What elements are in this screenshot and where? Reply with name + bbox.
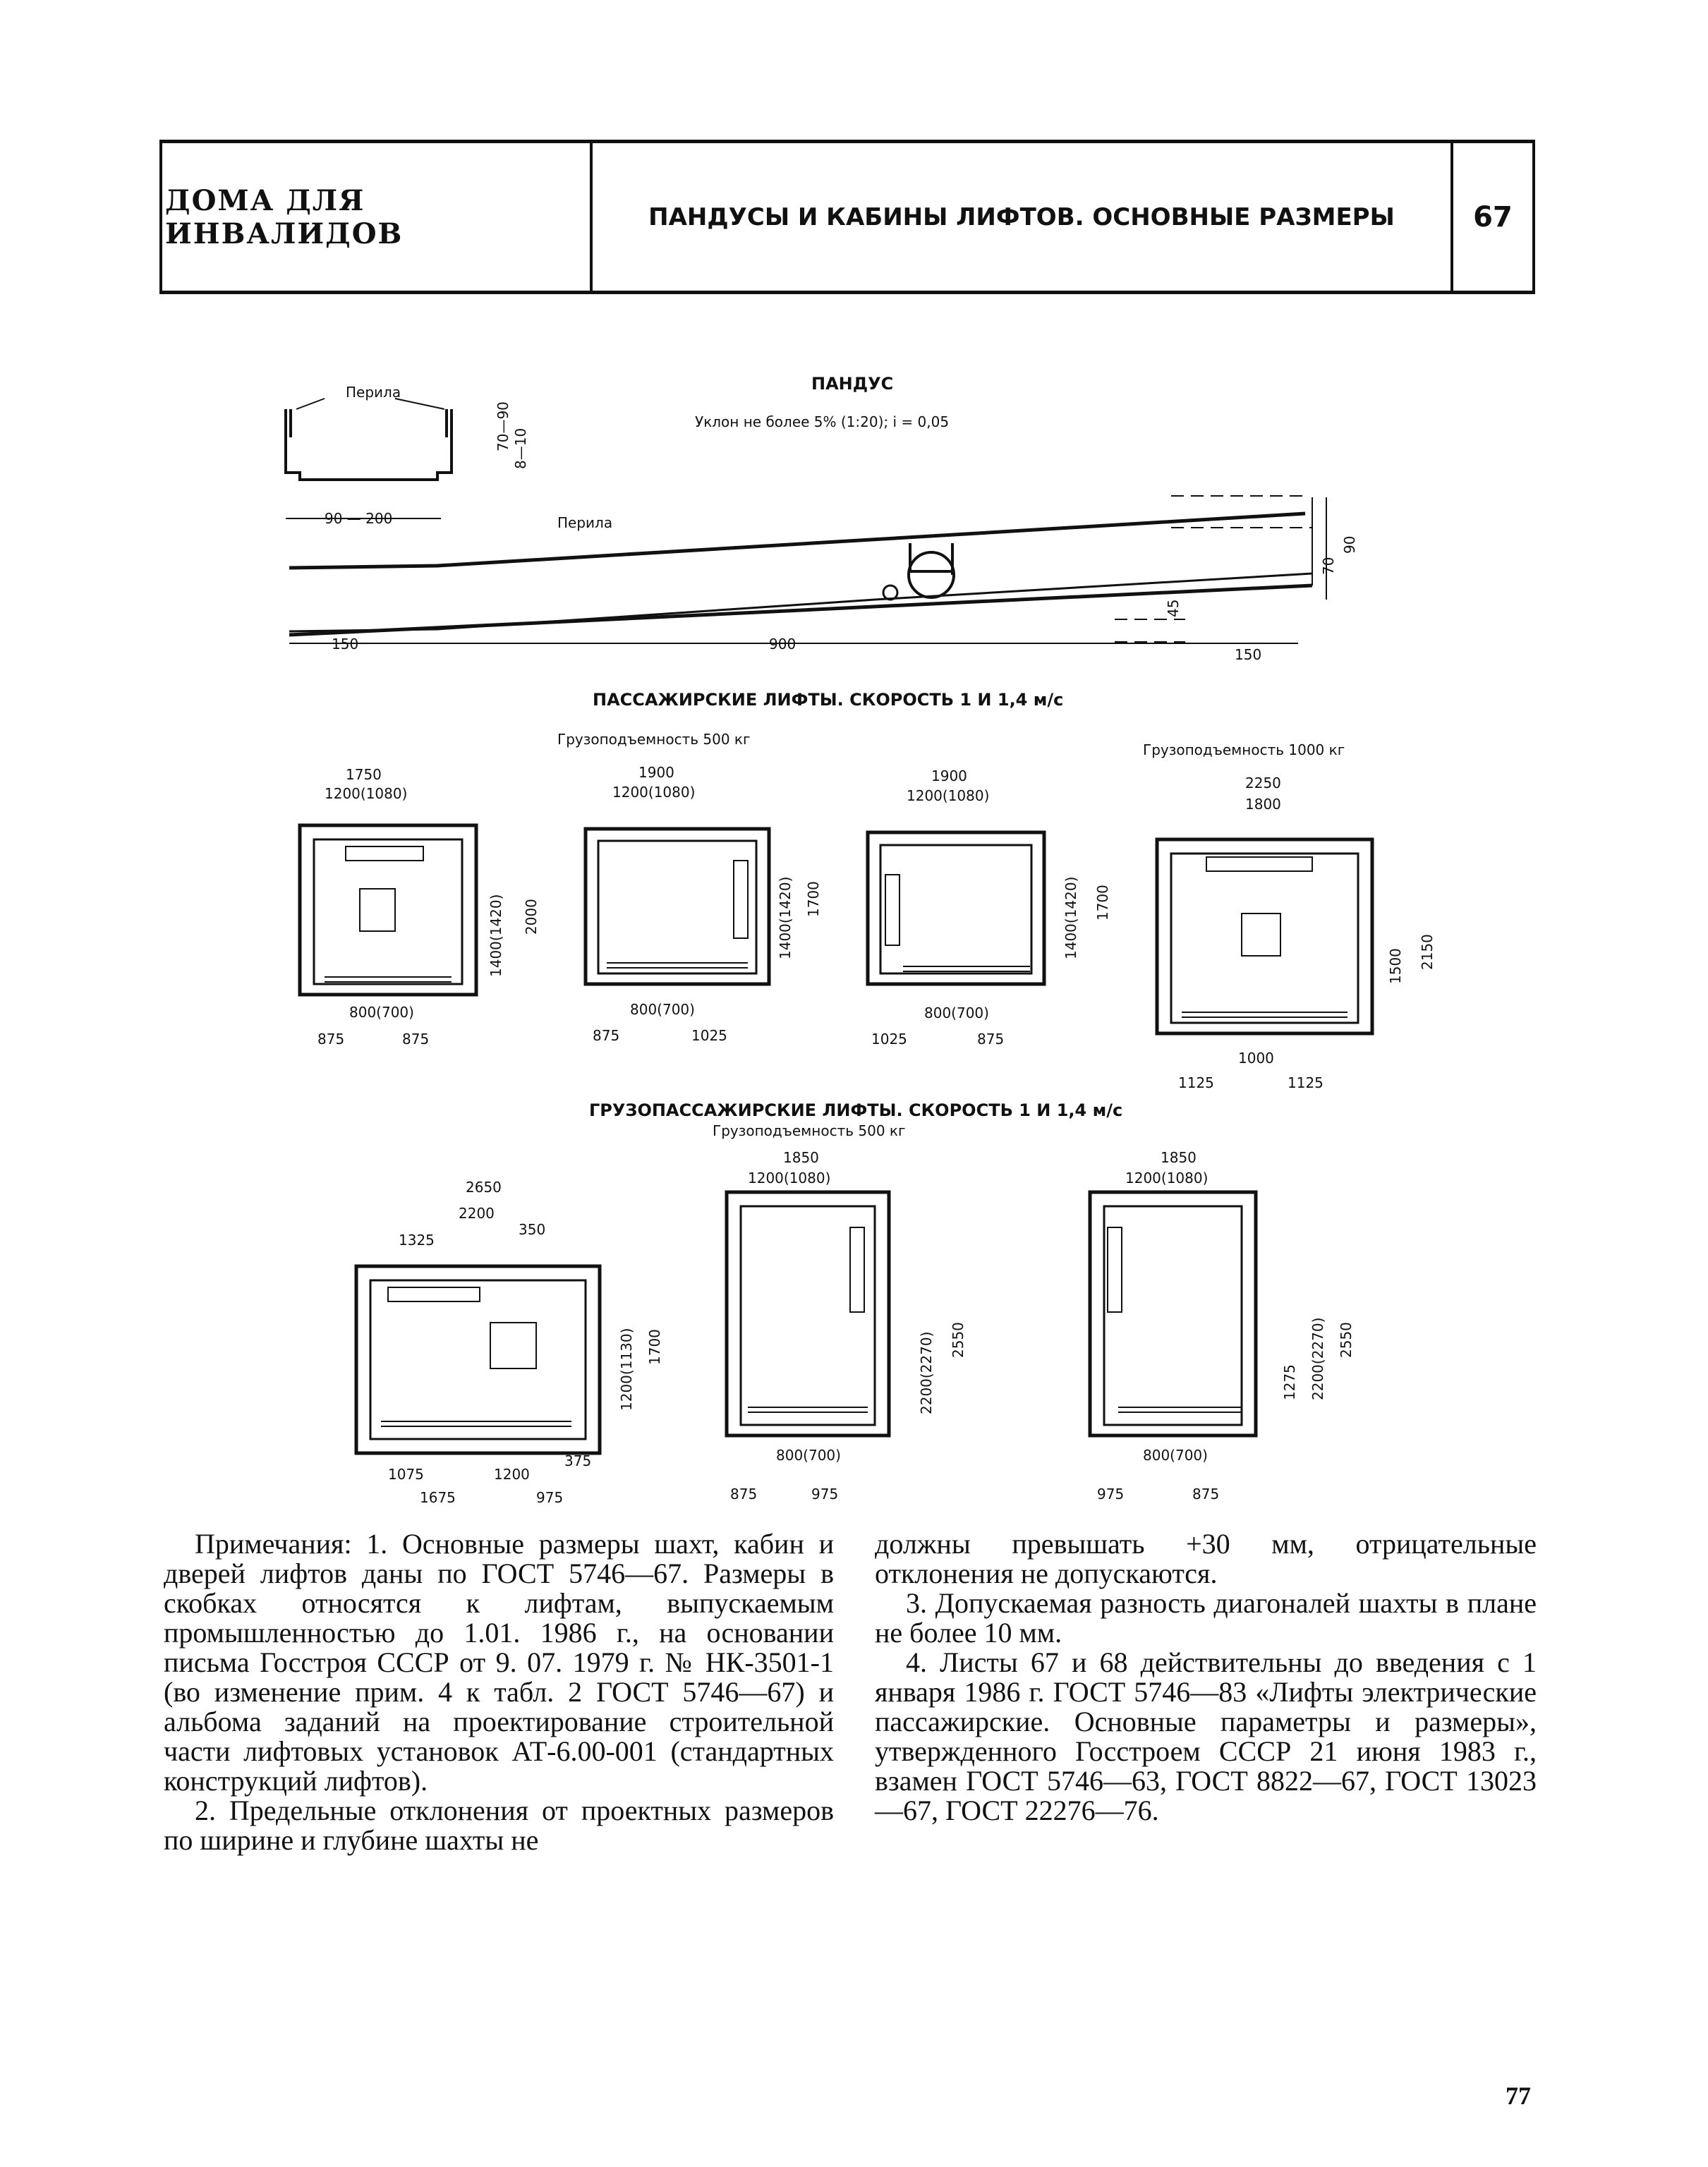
p4-depth: 2150 [1419, 934, 1436, 970]
f3-left: 975 [1097, 1486, 1125, 1503]
p3-door-width: 800(700) [924, 1004, 989, 1021]
ramp-dim-45: 45 [1165, 599, 1182, 617]
lift-plan-f3 [1090, 1149, 1355, 1503]
f1-width-2: 2200 [459, 1205, 495, 1222]
p1-cab: 1400(1420) [487, 894, 504, 977]
f1-b: 1200 [494, 1466, 530, 1483]
p2-right: 1025 [691, 1027, 727, 1044]
note-1: Примечания: 1. Основные размеры шахт, кабин и дверей лифтов даны по ГОСТ 5746—67. Размеры в скобках относятся к лифтам, выпускаемым промышленностью до 1.01. 1986 г., на основании письма Госстроя СССР от 9. 07. 1979 г. № НК-3501-1 (во изменение прим. 4 к табл. 2 ГОСТ 5746—67) и альбома заданий на проектирование строительной части лифтовых установок АТ-6.00-001 (стандартных конструкций лифтов). [164, 1528, 834, 1797]
lift-plan-p4 [1157, 775, 1436, 1091]
note-2-continued: должны превышать +30 мм, отрицательные отклонения не допускаются. [875, 1528, 1537, 1589]
f3-x: 1275 [1281, 1364, 1298, 1400]
p4-right: 1125 [1288, 1074, 1324, 1091]
f1-width-3: 1325 [399, 1232, 435, 1249]
capacity-1000-label: Грузоподъемность 1000 кг [1143, 741, 1345, 758]
f3-right: 875 [1192, 1486, 1220, 1503]
p4-door: 1800 [1245, 796, 1281, 813]
f3-depth: 2550 [1338, 1322, 1355, 1358]
lift-plan-f2 [727, 1149, 967, 1503]
note-2: 2. Предельные отклонения от проектных размеров по ширине и глубине шахты не [164, 1795, 834, 1856]
p2-width: 1900 [638, 764, 674, 781]
f3-cab: 2200(2270) [1309, 1317, 1326, 1400]
note-3: 3. Допускаемая разность диагоналей шахты в плане не более 10 мм. [875, 1587, 1537, 1649]
f3-width: 1850 [1161, 1149, 1197, 1166]
p1-left: 875 [317, 1031, 345, 1048]
p1-door-width: 800(700) [349, 1004, 414, 1021]
passenger-lifts-section [300, 690, 1436, 1091]
technical-drawing [0, 339, 1708, 1510]
freight-capacity-label: Грузоподъемность 500 кг [713, 1122, 906, 1139]
f3-door-width: 800(700) [1143, 1447, 1208, 1464]
p3-depth: 1700 [1094, 885, 1111, 921]
p3-right: 875 [977, 1031, 1005, 1048]
handrail-gap-dim: 8—10 [512, 427, 529, 469]
handrail-label: Перила [346, 384, 401, 401]
ramp-dim-150-left: 150 [332, 636, 359, 652]
ramp-slope-note: Уклон не более 5% (1:20); i = 0,05 [695, 413, 950, 430]
f3-door: 1200(1080) [1125, 1170, 1209, 1186]
freight-lifts-section [356, 1100, 1355, 1506]
f2-width: 1850 [783, 1149, 819, 1166]
p4-left: 1125 [1178, 1074, 1214, 1091]
f2-cab: 2200(2270) [918, 1331, 935, 1414]
p4-width: 2250 [1245, 775, 1281, 791]
p2-left: 875 [593, 1027, 620, 1044]
f1-a: 1075 [388, 1466, 424, 1483]
ramp-title: ПАНДУС [811, 374, 894, 394]
wheelchair-icon [883, 543, 954, 600]
lift-plan-p1 [300, 766, 540, 1048]
sheet-number: 67 [1473, 200, 1513, 233]
lift-plan-p3 [868, 767, 1111, 1048]
f1-cab: 1200(1130) [618, 1328, 635, 1411]
f2-door-width: 800(700) [776, 1447, 841, 1464]
ramp-profile [289, 496, 1358, 663]
p3-door: 1200(1080) [907, 787, 990, 804]
p2-door: 1200(1080) [612, 784, 696, 801]
p2-door-width: 800(700) [630, 1001, 695, 1018]
p3-left: 1025 [871, 1031, 907, 1048]
header-divider [159, 140, 162, 294]
f1-width-4: 350 [519, 1221, 546, 1238]
p1-width: 1750 [346, 766, 382, 783]
p1-depth: 2000 [523, 899, 540, 935]
p3-width: 1900 [931, 767, 967, 784]
freight-lifts-title: ГРУЗОПАССАЖИРСКИЕ ЛИФТЫ. СКОРОСТЬ 1 И 1,4 м/с [589, 1100, 1123, 1120]
ramp-dim-90: 90 [1341, 535, 1358, 554]
p1-door: 1200(1080) [325, 785, 408, 802]
f1-width: 2650 [466, 1179, 502, 1196]
notes-left-column [164, 1529, 834, 1855]
sheet-title: ПАНДУСЫ И КАБИНЫ ЛИФТОВ. ОСНОВНЫЕ РАЗМЕРЫ [648, 202, 1395, 231]
f1-c: 375 [564, 1452, 592, 1469]
f2-left: 875 [730, 1486, 758, 1503]
ramp-dim-900: 900 [769, 636, 797, 652]
f1-depth: 1700 [646, 1329, 663, 1365]
handrail-height-dim: 70—90 [495, 401, 511, 451]
handrail-section-detail [286, 384, 529, 527]
p2-cab: 1400(1420) [777, 876, 794, 959]
f2-door: 1200(1080) [748, 1170, 831, 1186]
notes-right-column [875, 1529, 1537, 1826]
page-number: 77 [1506, 2082, 1531, 2110]
handrail-width-dim: 90 — 200 [325, 510, 393, 527]
p4-door-width: 1000 [1238, 1050, 1274, 1067]
capacity-500-label: Грузоподъемность 500 кг [557, 731, 751, 748]
f1-e: 1675 [420, 1489, 456, 1506]
f2-depth: 2550 [950, 1322, 967, 1358]
ramp-handrail-label: Перила [557, 514, 613, 531]
page-header [159, 140, 1535, 295]
lift-plan-p2 [586, 764, 822, 1044]
lift-plan-f1 [356, 1179, 663, 1506]
ramp-dim-150-right: 150 [1235, 646, 1262, 663]
ramp-section [286, 374, 1358, 663]
p3-cab: 1400(1420) [1062, 876, 1079, 959]
p4-cab: 1500 [1387, 948, 1404, 984]
f2-right: 975 [811, 1486, 839, 1503]
passenger-lifts-title: ПАССАЖИРСКИЕ ЛИФТЫ. СКОРОСТЬ 1 И 1,4 м/с [593, 690, 1064, 710]
p2-depth: 1700 [805, 881, 822, 917]
series-title: ДОМА ДЛЯ ИНВАЛИДОВ [165, 183, 404, 250]
ramp-dim-70: 70 [1320, 557, 1337, 575]
note-4: 4. Листы 67 и 68 действительны до введения с 1 января 1986 г. ГОСТ 5746—83 «Лифты электрические пассажирские. Основные параметры и размеры», утвержденного Госстроем СССР 21 июня 1983 г., взамен ГОСТ 5746—63, ГОСТ 8822—67, ГОСТ 13023—67, ГОСТ 22276—76. [875, 1646, 1537, 1826]
f1-f: 975 [536, 1489, 564, 1506]
p1-right: 875 [402, 1031, 430, 1048]
